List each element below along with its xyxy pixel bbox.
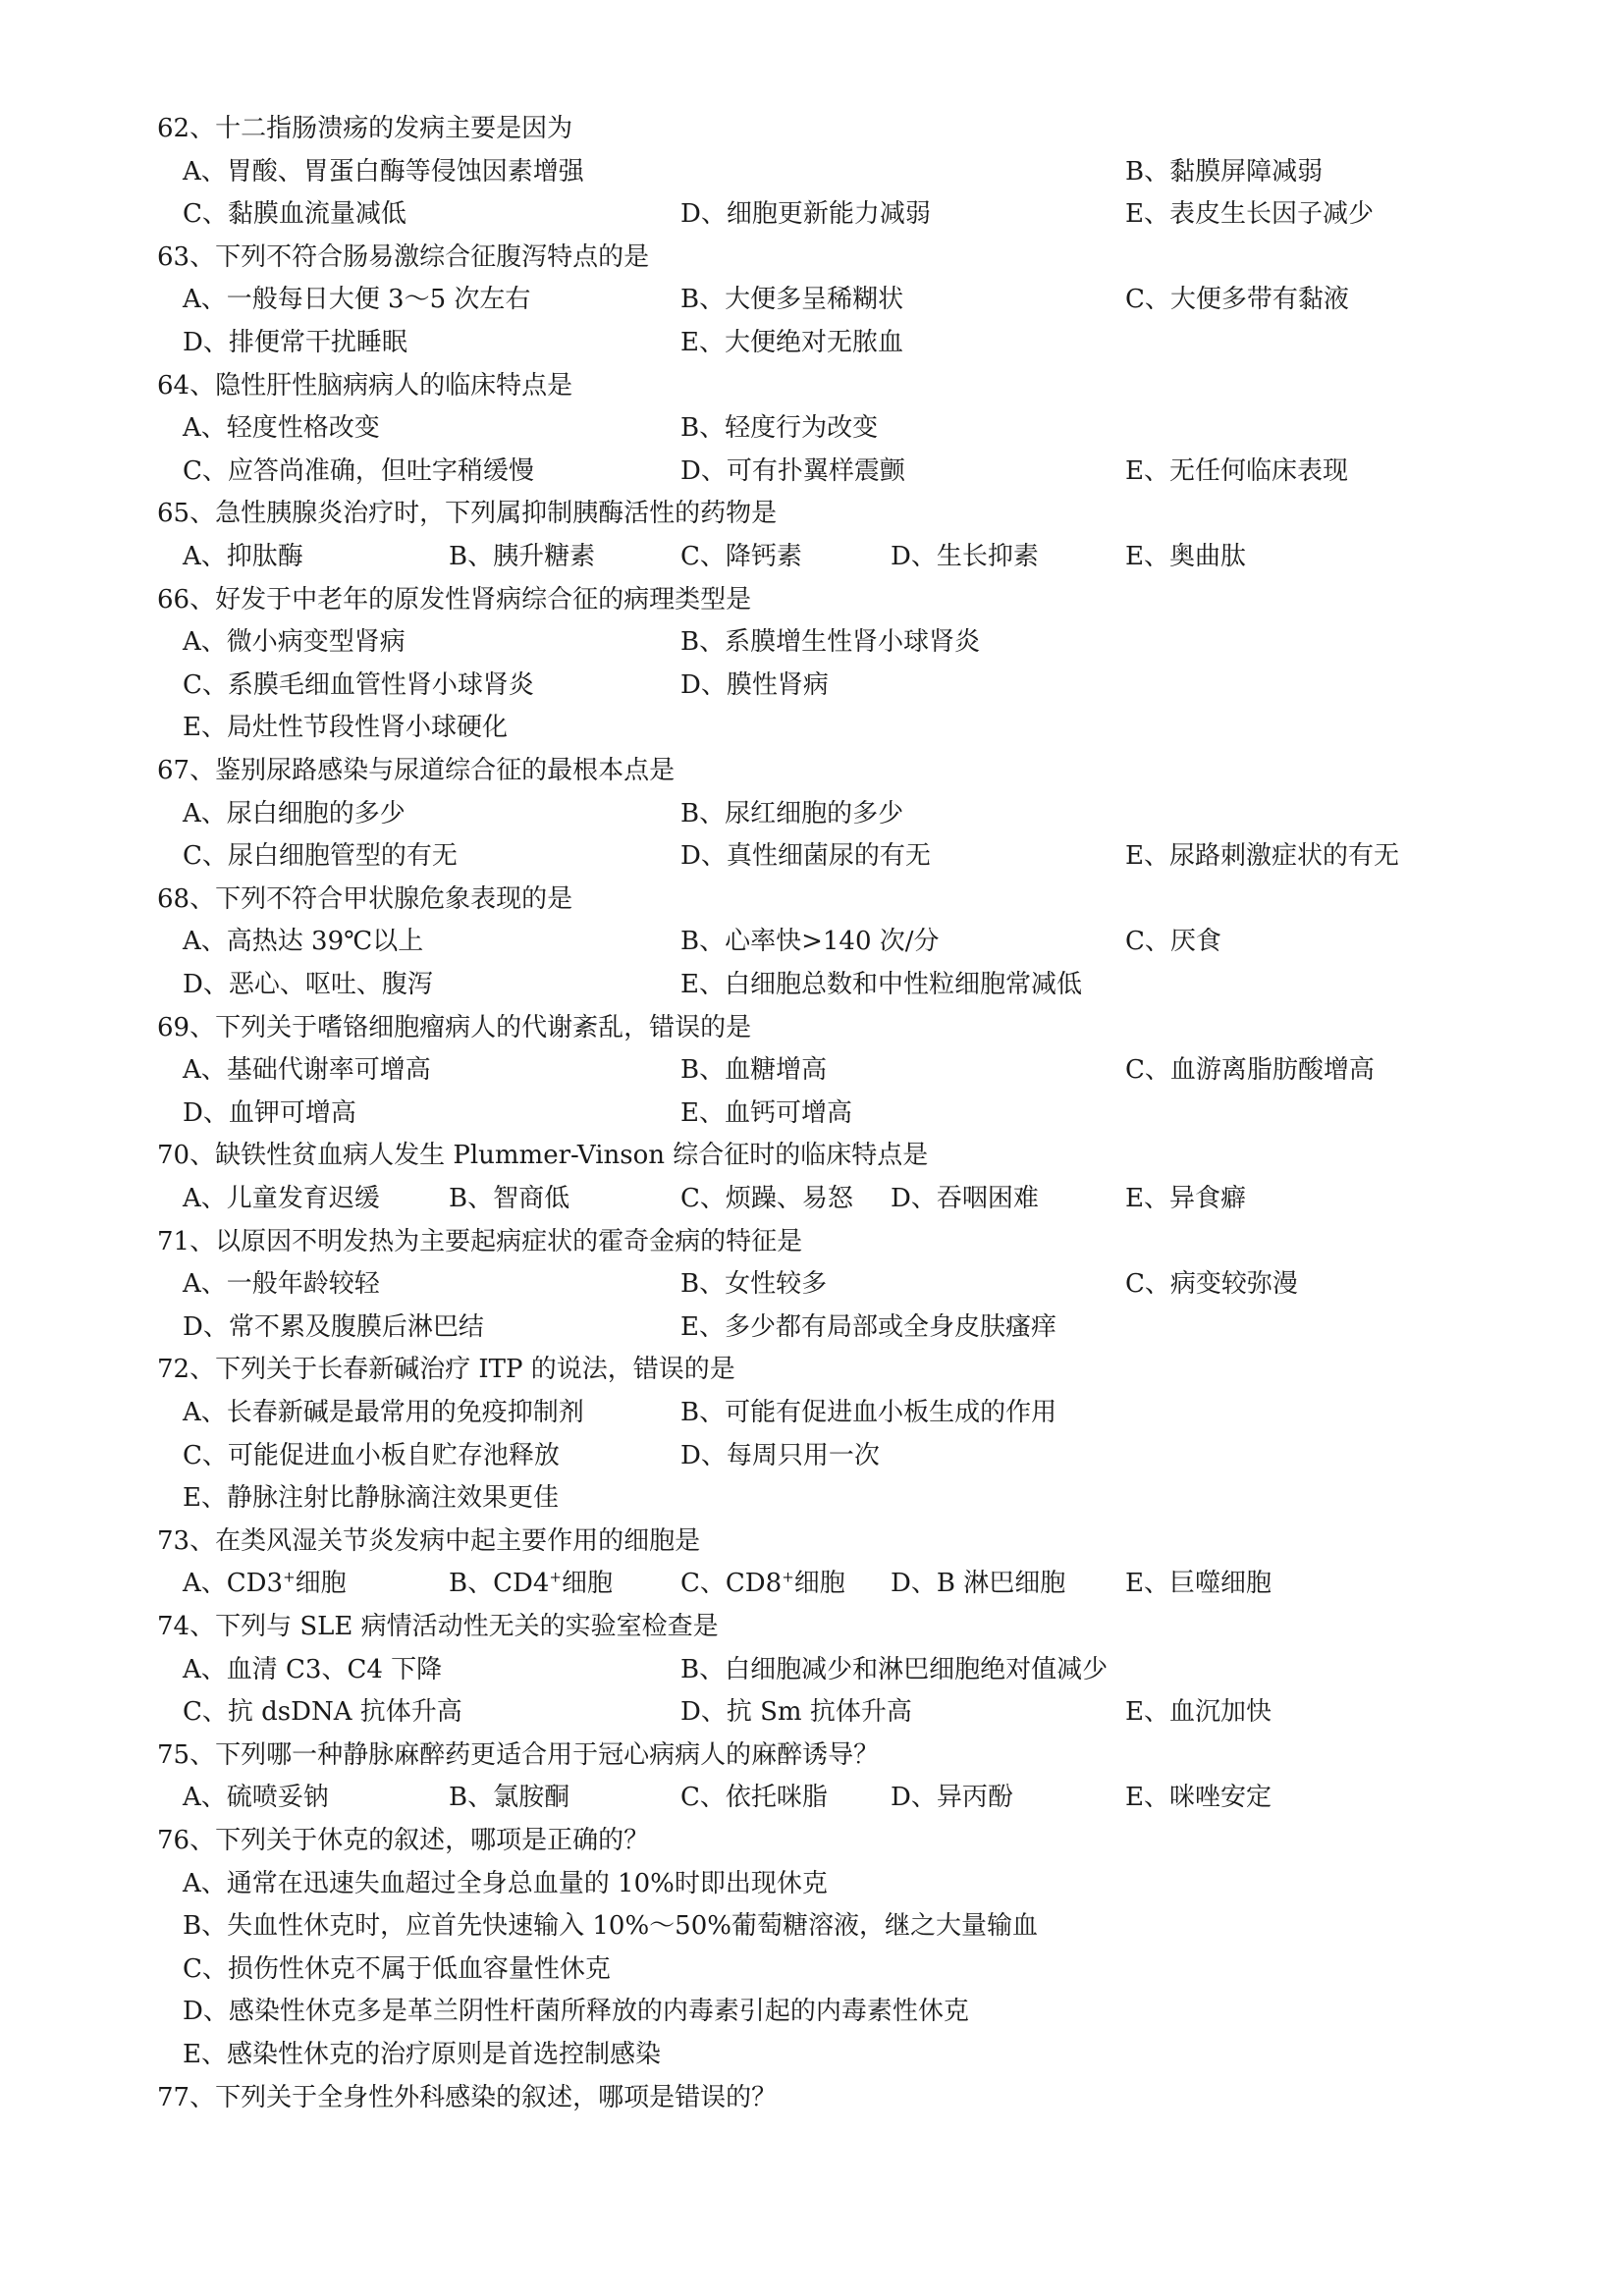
option-text: C、降钙素 — [680, 542, 802, 571]
option-text: C、烦躁、易怒 — [680, 1184, 853, 1213]
option-text: A、高热达 39℃以上 — [183, 927, 424, 957]
answer-option — [183, 1648, 442, 1691]
option-text: C、可能促进血小板自贮存池释放 — [183, 1440, 560, 1470]
question-stem-line — [0, 236, 1624, 279]
answer-option — [680, 1262, 827, 1306]
option-text: A、微小病变型肾病 — [183, 627, 406, 658]
option-text: A、长春新碱是最常用的免疫抑制剂 — [183, 1398, 584, 1427]
option-row — [0, 150, 1624, 193]
option-row — [0, 2033, 1624, 2076]
option-row — [0, 1948, 1624, 1991]
question-stem-line — [0, 107, 1624, 150]
answer-option — [1125, 1776, 1272, 1819]
answer-option — [1125, 1690, 1272, 1734]
option-text: E、多少都有局部或全身皮肤瘙痒 — [680, 1311, 1056, 1342]
option-text: A、尿白细胞的多少 — [183, 798, 406, 828]
option-row — [0, 406, 1624, 450]
option-row — [0, 1048, 1624, 1092]
option-text: D、可有扑翼样震颤 — [680, 455, 905, 486]
superscript: + — [549, 1568, 562, 1586]
option-text: E、白细胞总数和中性粒细胞常减低 — [680, 970, 1082, 999]
question-stem: 62、十二指肠溃疡的发病主要是因为 — [157, 114, 573, 143]
option-text: A、基础代谢率可增高 — [183, 1055, 431, 1086]
answer-option — [183, 1990, 969, 2033]
answer-option — [183, 2033, 661, 2076]
answer-option — [1125, 150, 1323, 193]
option-text: A、CD3 — [183, 1569, 284, 1599]
answer-option — [1125, 1262, 1298, 1306]
answer-option — [680, 192, 931, 236]
option-text: E、巨噬细胞 — [1125, 1569, 1272, 1599]
option-text: B、白细胞减少和淋巴细胞绝对值减少 — [680, 1654, 1109, 1684]
option-text: D、B 淋巴细胞 — [891, 1569, 1066, 1599]
option-text: B、黏膜屏障减弱 — [1125, 156, 1324, 187]
answer-option — [680, 450, 905, 493]
question-stem-line — [0, 1006, 1624, 1049]
answer-option — [183, 706, 508, 749]
answer-option — [183, 1562, 347, 1605]
answer-option — [449, 1562, 613, 1605]
option-row — [0, 1262, 1624, 1306]
option-text: C、病变较弥漫 — [1125, 1269, 1298, 1300]
option-text: C、CD8 — [680, 1569, 783, 1599]
answer-option — [680, 1177, 853, 1220]
question-stem-line — [0, 492, 1624, 535]
option-row — [0, 920, 1624, 963]
option-text: D、真性细菌尿的有无 — [680, 841, 931, 872]
question-stem: 70、缺铁性贫血病人发生 Plummer-Vinson 综合征时的临床特点是 — [157, 1141, 929, 1171]
answer-option — [891, 1562, 1065, 1605]
option-text: B、可能有促进血小板生成的作用 — [680, 1398, 1057, 1427]
option-row — [0, 1862, 1624, 1905]
question-stem: 63、下列不符合肠易激综合征腹泻特点的是 — [157, 241, 650, 272]
answer-option — [680, 1092, 852, 1135]
answer-option — [183, 1306, 484, 1349]
answer-option — [183, 1476, 559, 1520]
answer-option — [1125, 278, 1349, 321]
answer-option — [183, 535, 303, 578]
answer-option — [680, 834, 931, 878]
answer-option — [183, 321, 407, 364]
answer-option — [449, 1776, 569, 1819]
answer-option — [183, 620, 406, 664]
question-stem-line — [0, 878, 1624, 921]
question-stem-line — [0, 1348, 1624, 1391]
option-text: E、大便绝对无脓血 — [680, 328, 903, 357]
option-row — [0, 620, 1624, 664]
option-row — [0, 1776, 1624, 1819]
option-text: D、吞咽困难 — [891, 1184, 1039, 1213]
option-text: D、抗 Sm 抗体升高 — [680, 1697, 912, 1728]
answer-option — [680, 1562, 845, 1605]
answer-option — [183, 406, 380, 450]
option-row — [0, 321, 1624, 364]
option-row — [0, 1177, 1624, 1220]
answer-option — [680, 792, 903, 835]
option-row — [0, 1306, 1624, 1349]
answer-option — [183, 920, 423, 963]
option-text: C、尿白细胞管型的有无 — [183, 841, 458, 872]
option-row — [0, 192, 1624, 236]
option-row — [0, 1904, 1624, 1948]
option-row — [0, 1092, 1624, 1135]
answer-option — [680, 1391, 1056, 1434]
option-text: A、通常在迅速失血超过全身总血量的 10%时即出现休克 — [183, 1868, 828, 1898]
answer-option — [183, 450, 534, 493]
option-text: C、应答尚准确，但吐字稍缓慢 — [183, 455, 534, 486]
answer-option — [680, 963, 1082, 1006]
question-stem: 73、在类风湿关节炎发病中起主要作用的细胞是 — [157, 1525, 701, 1556]
option-text: C、损伤性休克不属于低血容量性休克 — [183, 1953, 611, 1984]
option-text-suffix: 细胞 — [793, 1569, 845, 1599]
answer-option — [680, 535, 802, 578]
answer-option — [183, 1048, 431, 1092]
question-stem: 64、隐性肝性脑病病人的临床特点是 — [157, 370, 573, 400]
answer-option — [183, 1434, 560, 1477]
option-text: B、心率快>140 次/分 — [680, 927, 940, 957]
answer-option — [680, 321, 903, 364]
question-stem-line — [0, 1819, 1624, 1862]
answer-option — [680, 620, 980, 664]
option-text: E、血沉加快 — [1125, 1697, 1272, 1728]
answer-option — [183, 792, 406, 835]
option-text: C、依托咪脂 — [680, 1783, 828, 1813]
answer-option — [1125, 1562, 1272, 1605]
question-stem: 71、以原因不明发热为主要起病症状的霍奇金病的特征是 — [157, 1226, 803, 1256]
option-text: C、系膜毛细血管性肾小球肾炎 — [183, 669, 534, 700]
answer-option — [680, 1048, 827, 1092]
option-text: A、一般每日大便 3～5 次左右 — [183, 285, 531, 315]
answer-option — [680, 1690, 912, 1734]
option-text: E、无任何临床表现 — [1125, 455, 1348, 486]
option-row — [0, 450, 1624, 493]
option-text: B、失血性休克时，应首先快速输入 10%～50%葡萄糖溶液，继之大量输血 — [183, 1911, 1038, 1942]
answer-option — [680, 406, 878, 450]
option-text: A、抑肽酶 — [183, 542, 303, 571]
answer-option — [1125, 535, 1246, 578]
option-text: B、智商低 — [449, 1184, 570, 1213]
option-text: C、抗 dsDNA 抗体升高 — [183, 1697, 462, 1728]
option-text: B、尿红细胞的多少 — [680, 798, 904, 828]
question-stem-line — [0, 1134, 1624, 1177]
option-text: C、黏膜血流量减低 — [183, 199, 406, 230]
option-text: A、胃酸、胃蛋白酶等侵蚀因素增强 — [183, 156, 584, 187]
question-stem-line — [0, 1520, 1624, 1563]
answer-option — [680, 1776, 828, 1819]
option-row — [0, 706, 1624, 749]
option-text: D、细胞更新能力减弱 — [680, 199, 931, 230]
answer-option — [183, 1177, 380, 1220]
option-text: D、每周只用一次 — [680, 1440, 880, 1470]
option-row — [0, 1562, 1624, 1605]
option-text: D、感染性休克多是革兰阴性杆菌所释放的内毒素引起的内毒素性休克 — [183, 1997, 969, 2027]
answer-option — [183, 1948, 611, 1991]
option-row — [0, 1690, 1624, 1734]
answer-option — [183, 1391, 584, 1434]
answer-option — [449, 1177, 569, 1220]
option-text: E、表皮生长因子减少 — [1125, 199, 1374, 230]
answer-option — [183, 963, 433, 1006]
option-text: E、咪唑安定 — [1125, 1783, 1272, 1813]
option-text: D、异丙酚 — [891, 1783, 1013, 1813]
answer-option — [183, 150, 584, 193]
answer-option — [680, 920, 940, 963]
option-text: B、轻度行为改变 — [680, 413, 879, 444]
option-text: B、氯胺酮 — [449, 1783, 570, 1813]
answer-option — [183, 1904, 1038, 1948]
option-text: D、血钾可增高 — [183, 1097, 356, 1128]
option-text: D、恶心、呕吐、腹泻 — [183, 970, 433, 999]
option-text: D、排便常干扰睡眠 — [183, 328, 407, 357]
question-stem-line — [0, 1220, 1624, 1263]
option-text: A、轻度性格改变 — [183, 413, 380, 444]
option-text: A、儿童发育迟缓 — [183, 1184, 380, 1213]
question-stem-line — [0, 364, 1624, 407]
option-text: A、一般年龄较轻 — [183, 1269, 380, 1300]
answer-option — [680, 278, 903, 321]
answer-option — [680, 1434, 880, 1477]
option-text: E、局灶性节段性肾小球硬化 — [183, 713, 508, 743]
option-text: E、尿路刺激症状的有无 — [1125, 841, 1399, 872]
question-stem: 69、下列关于嗜铬细胞瘤病人的代谢紊乱，错误的是 — [157, 1012, 752, 1042]
option-row — [0, 1434, 1624, 1477]
option-row — [0, 278, 1624, 321]
option-text: E、奥曲肽 — [1125, 542, 1246, 571]
option-text-suffix: 细胞 — [295, 1569, 347, 1599]
option-text: B、系膜增生性肾小球肾炎 — [680, 627, 981, 658]
answer-option — [680, 664, 829, 707]
answer-option — [183, 1862, 828, 1905]
answer-option — [183, 1262, 380, 1306]
question-stem-line — [0, 1734, 1624, 1777]
answer-option — [1125, 450, 1348, 493]
answer-option — [449, 535, 595, 578]
option-row — [0, 1391, 1624, 1434]
question-stem-line — [0, 578, 1624, 621]
answer-option — [891, 1177, 1039, 1220]
answer-option — [183, 192, 406, 236]
option-text: A、硫喷妥钠 — [183, 1783, 329, 1813]
answer-option — [1125, 834, 1399, 878]
answer-option — [1125, 192, 1374, 236]
answer-option — [680, 1648, 1108, 1691]
question-stem: 72、下列关于长春新碱治疗 ITP 的说法，错误的是 — [157, 1355, 735, 1385]
option-text: B、女性较多 — [680, 1269, 828, 1300]
option-text: E、感染性休克的治疗原则是首选控制感染 — [183, 2040, 661, 2069]
question-stem: 67、鉴别尿路感染与尿道综合征的最根本点是 — [157, 756, 676, 785]
option-row — [0, 1990, 1624, 2033]
answer-option — [1125, 920, 1221, 963]
option-row — [0, 834, 1624, 878]
answer-option — [183, 664, 534, 707]
answer-option — [183, 1092, 356, 1135]
question-stem-line — [0, 2076, 1624, 2119]
answer-option — [891, 535, 1039, 578]
superscript: + — [782, 1568, 794, 1586]
option-text: D、膜性肾病 — [680, 669, 829, 700]
option-row — [0, 792, 1624, 835]
option-text-suffix: 细胞 — [561, 1569, 613, 1599]
option-text: C、血游离脂肪酸增高 — [1125, 1055, 1375, 1086]
option-text: B、胰升糖素 — [449, 542, 596, 571]
superscript: + — [283, 1568, 296, 1586]
option-text: D、常不累及腹膜后淋巴结 — [183, 1311, 484, 1342]
answer-option — [183, 1776, 329, 1819]
option-text: B、CD4 — [449, 1569, 550, 1599]
option-text: E、血钙可增高 — [680, 1097, 852, 1128]
option-text: B、血糖增高 — [680, 1055, 828, 1086]
option-row — [0, 963, 1624, 1006]
question-stem: 68、下列不符合甲状腺危象表现的是 — [157, 883, 573, 914]
answer-option — [183, 834, 458, 878]
question-stem-line — [0, 749, 1624, 792]
question-stem: 75、下列哪一种静脉麻醉药更适合用于冠心病病人的麻醉诱导？ — [157, 1739, 880, 1770]
answer-option — [891, 1776, 1013, 1819]
answer-option — [183, 278, 530, 321]
answer-option — [183, 1690, 462, 1734]
option-text: A、血清 C3、C4 下降 — [183, 1654, 443, 1684]
option-text: C、厌食 — [1125, 927, 1221, 957]
question-stem: 65、急性胰腺炎治疗时，下列属抑制胰酶活性的药物是 — [157, 499, 778, 529]
option-row — [0, 535, 1624, 578]
question-stem: 77、下列关于全身性外科感染的叙述，哪项是错误的？ — [157, 2082, 778, 2112]
option-row — [0, 1648, 1624, 1691]
question-stem: 74、下列与 SLE 病情活动性无关的实验室检查是 — [157, 1612, 719, 1641]
option-row — [0, 1476, 1624, 1520]
option-row — [0, 664, 1624, 707]
option-text: E、静脉注射比静脉滴注效果更佳 — [183, 1483, 559, 1514]
option-text: E、异食癖 — [1125, 1184, 1246, 1213]
question-stem-line — [0, 1605, 1624, 1648]
option-text: D、生长抑素 — [891, 542, 1039, 571]
question-stem: 76、下列关于休克的叙述，哪项是正确的？ — [157, 1826, 650, 1855]
answer-option — [1125, 1048, 1375, 1092]
option-text: B、大便多呈稀糊状 — [680, 285, 904, 315]
answer-option — [680, 1306, 1056, 1349]
question-stem: 66、好发于中老年的原发性肾病综合征的病理类型是 — [157, 584, 752, 614]
option-text: C、大便多带有黏液 — [1125, 285, 1349, 315]
answer-option — [1125, 1177, 1246, 1220]
